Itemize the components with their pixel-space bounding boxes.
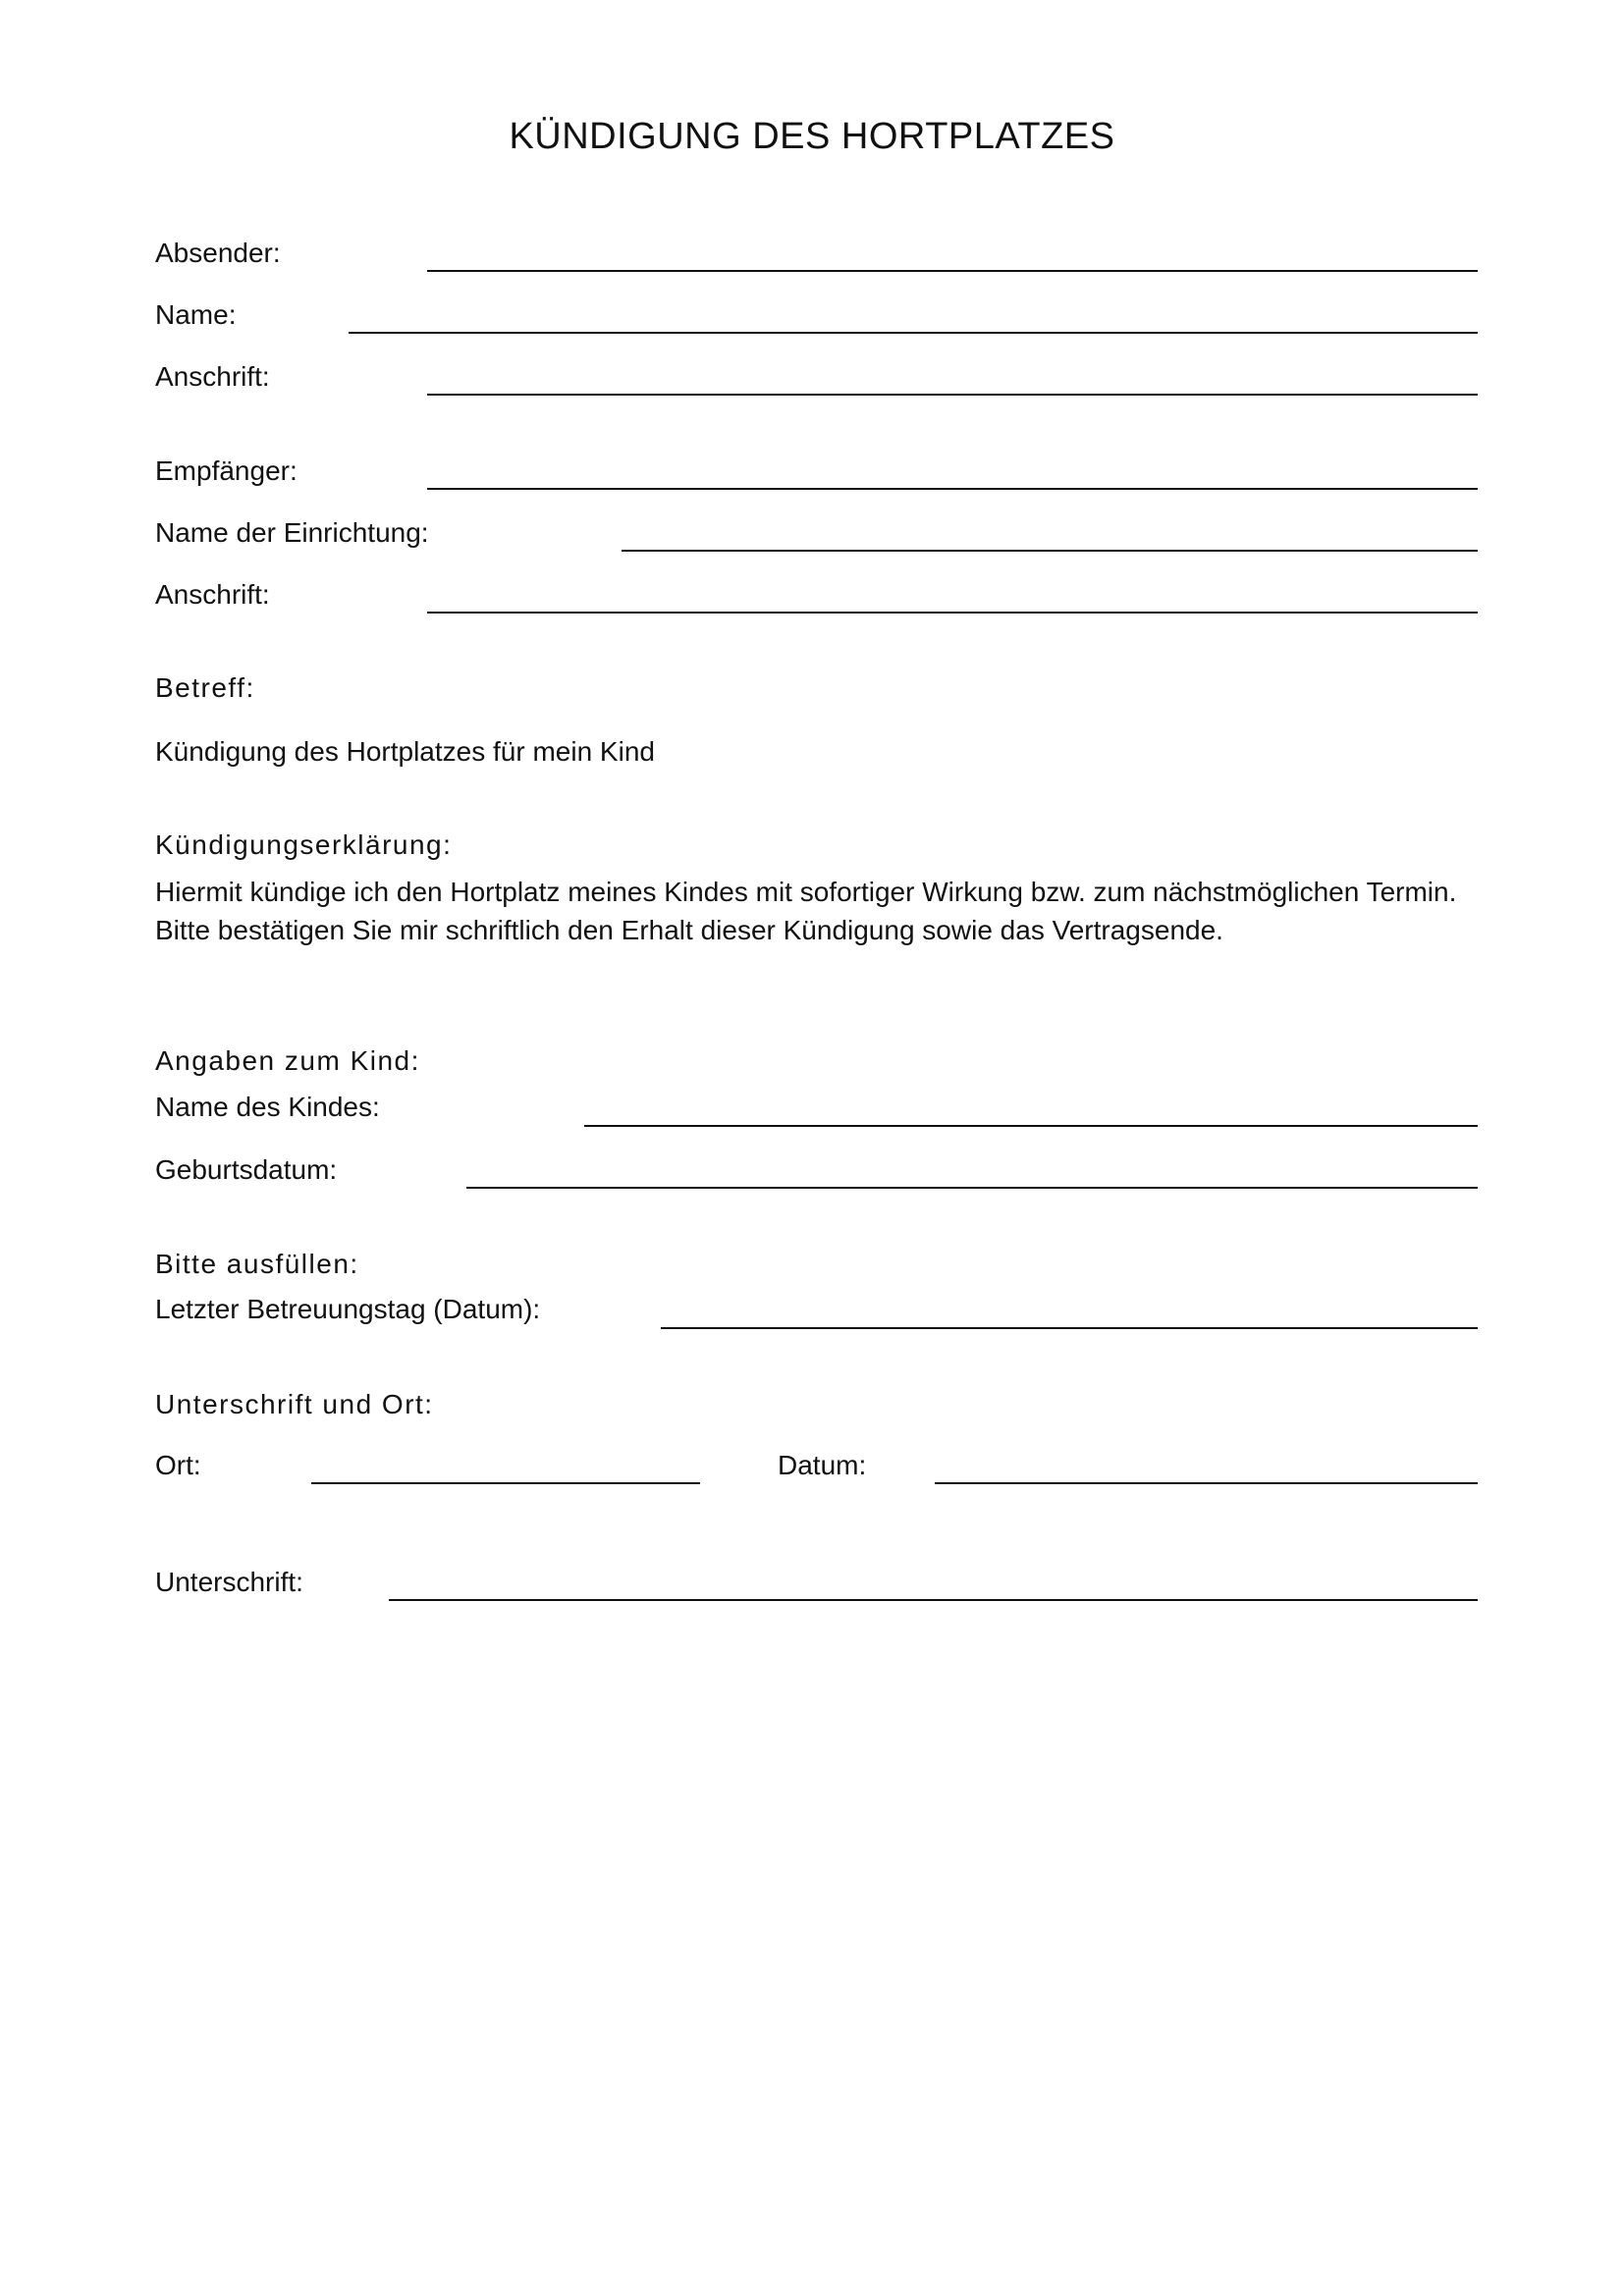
child-name-label: Name des Kindes: — [155, 1092, 380, 1122]
birthdate-label: Geburtsdatum: — [155, 1154, 338, 1185]
name-label: Name: — [155, 299, 237, 330]
child-heading: Angaben zum Kind: — [155, 1045, 420, 1076]
signature-heading: Unterschrift und Ort: — [155, 1389, 434, 1419]
last-day-field[interactable] — [661, 1327, 1478, 1329]
absender-field[interactable] — [427, 270, 1478, 272]
ort-field[interactable] — [311, 1482, 700, 1484]
declaration-line-1: Hiermit kündige ich den Hortplatz meines Kindes mit sofortiger Wirkung bzw. zum nächstmöglichen Termin. — [155, 877, 1457, 907]
einrichtung-label: Name der Einrichtung: — [155, 517, 429, 548]
recipient-address-label: Anschrift: — [155, 579, 270, 610]
declaration-heading: Kündigungserklärung: — [155, 829, 453, 860]
datum-label: Datum: — [778, 1450, 867, 1480]
fill-heading: Bitte ausfüllen: — [155, 1249, 359, 1279]
sender-address-field[interactable] — [427, 394, 1478, 396]
child-name-field[interactable] — [584, 1125, 1478, 1127]
absender-label: Absender: — [155, 238, 281, 268]
ort-label: Ort: — [155, 1450, 201, 1480]
sender-address-label: Anschrift: — [155, 361, 270, 392]
subject-heading: Betreff: — [155, 672, 255, 703]
unterschrift-field[interactable] — [389, 1599, 1478, 1601]
empfaenger-label: Empfänger: — [155, 455, 298, 486]
empfaenger-field[interactable] — [427, 488, 1478, 490]
name-field[interactable] — [349, 332, 1478, 334]
datum-field[interactable] — [935, 1482, 1478, 1484]
recipient-address-field[interactable] — [427, 612, 1478, 614]
birthdate-field[interactable] — [466, 1187, 1478, 1189]
declaration-line-2: Bitte bestätigen Sie mir schriftlich den Erhalt dieser Kündigung sowie das Vertragsende. — [155, 915, 1223, 945]
einrichtung-field[interactable] — [622, 550, 1478, 552]
subject-text: Kündigung des Hortplatzes für mein Kind — [155, 736, 655, 767]
last-day-label: Letzter Betreuungstag (Datum): — [155, 1294, 541, 1324]
document-title: KÜNDIGUNG DES HORTPLATZES — [509, 116, 1115, 157]
unterschrift-label: Unterschrift: — [155, 1567, 303, 1597]
